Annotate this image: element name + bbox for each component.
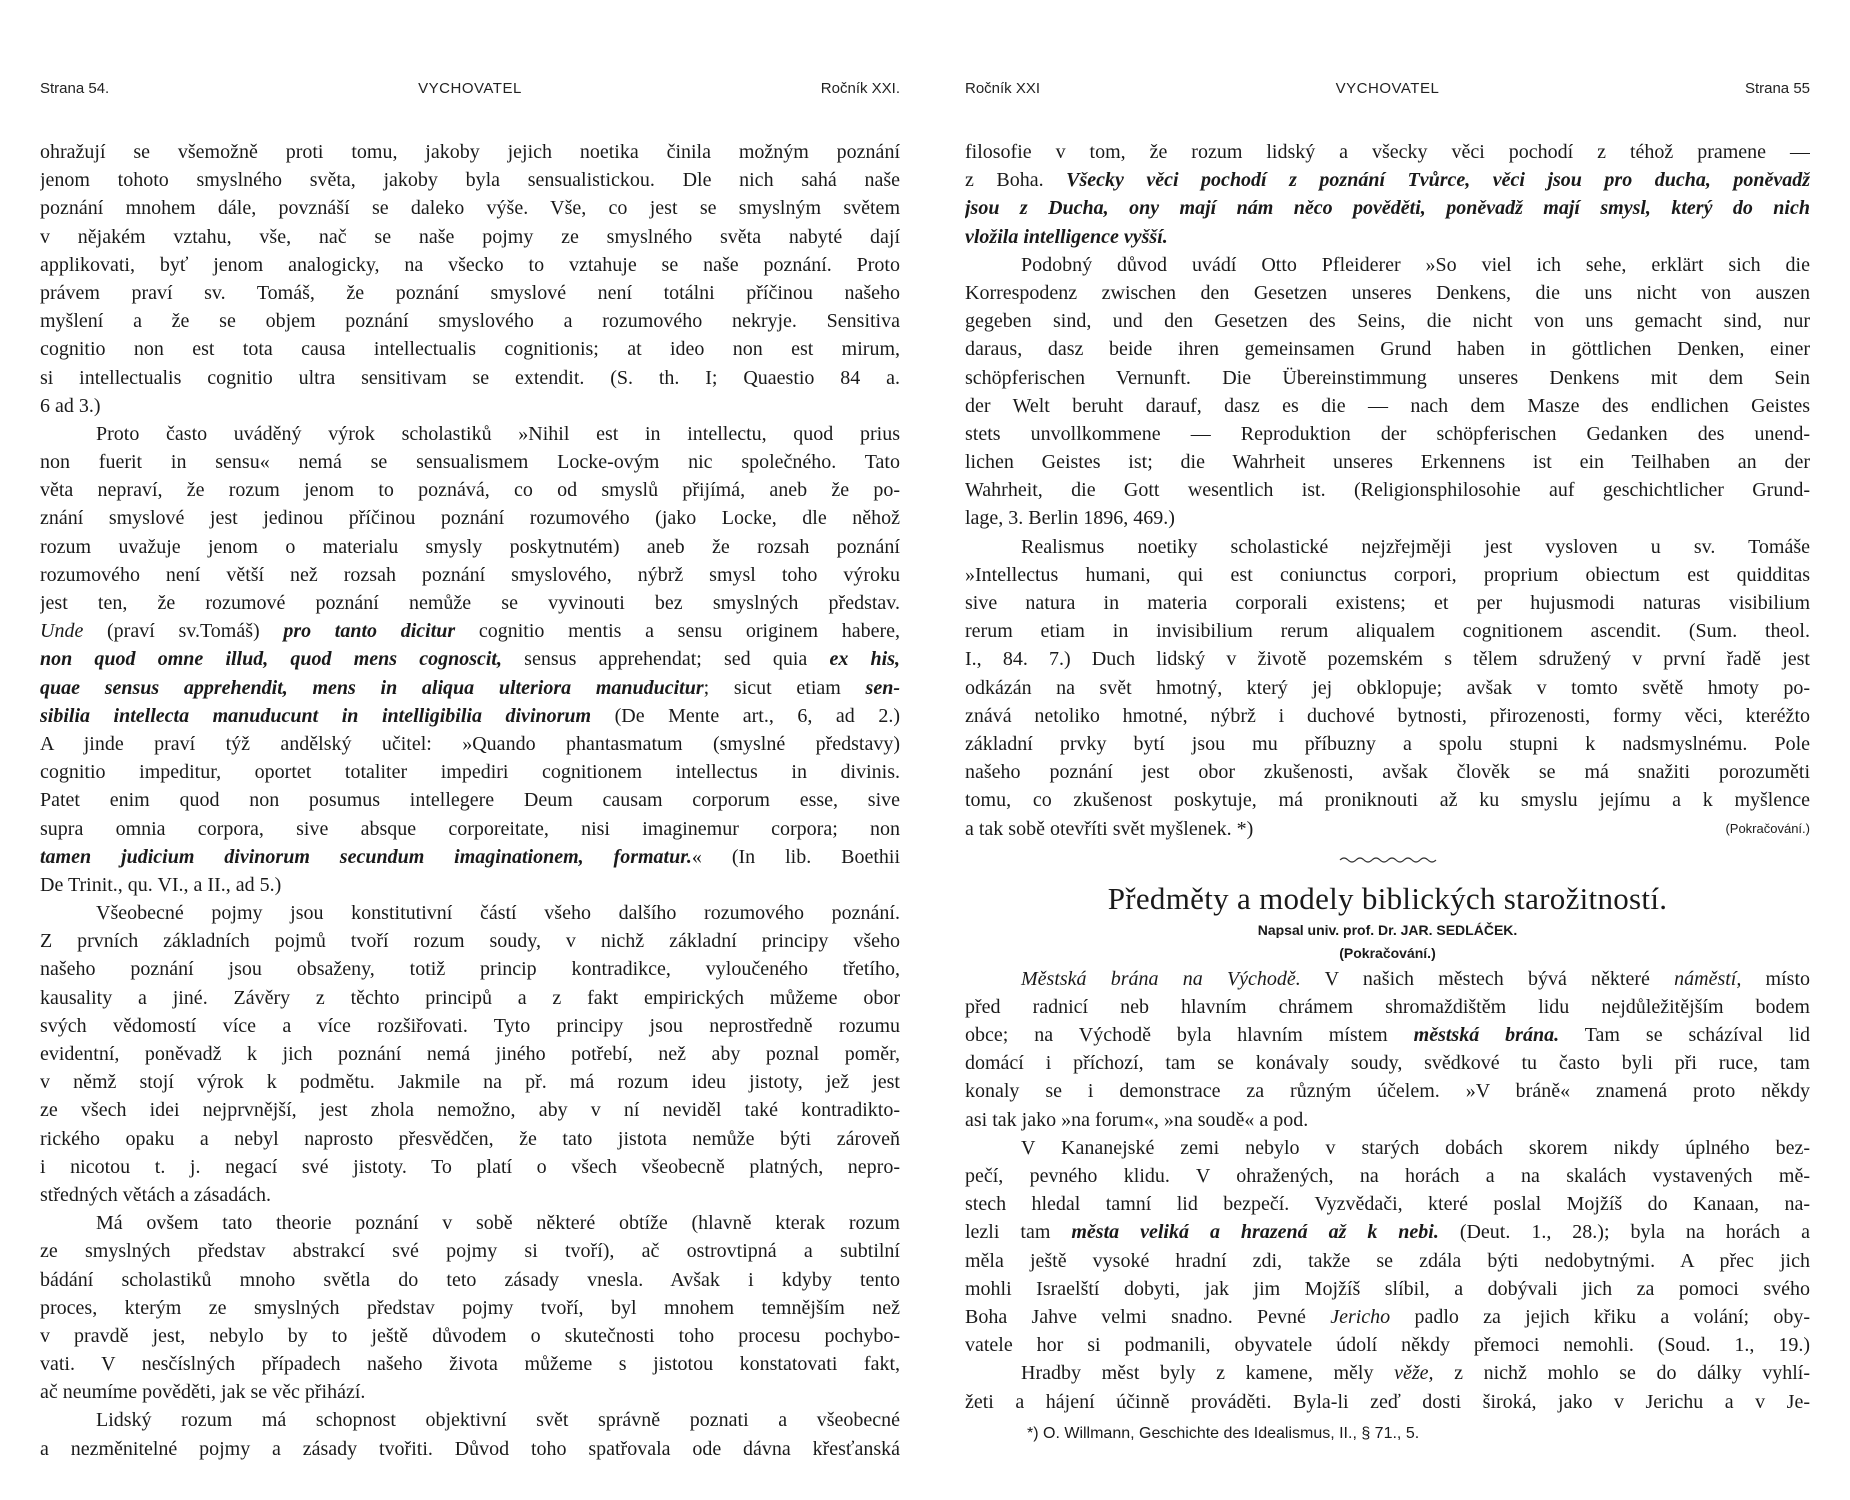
text-line: evidentní, poněvadž k jich poznání nemá jiného potřebí, než aby poznal poměr, (40, 1043, 900, 1065)
article-title: Předměty a modely biblických starožitností. (1107, 880, 1668, 916)
footnote: *) O. Willmann, Geschichte des Idealismus, II., § 71., 5. (1027, 1424, 1420, 1442)
journal-title: VYCHOVATEL (418, 80, 522, 97)
text-line: jenom tohoto smyslného světa, jakoby byla sensualistickou. Dle nich sahá naše (40, 169, 900, 192)
text-line: ohražují se všemožně proti tomu, jakoby jejich noetika činila možným poznání (40, 141, 900, 163)
section-divider (965, 847, 1810, 863)
text-segment: padlo za jejich křiku a volání; oby- (1390, 1305, 1810, 1328)
volume-label: Ročník XXI (965, 80, 1041, 97)
text-segment: Boha Jahve velmi snadno. Pevné (965, 1305, 1331, 1328)
text-line: rozum uvažuje jenom o materialu smysly poskytnutém) aneb že rozsah poznání (40, 535, 900, 558)
emphasized-text: města veliká a hrazená až k nebi. (1071, 1221, 1439, 1244)
text-line (965, 1359, 1810, 1387)
text-line: »Intellectus humani, qui est coniunctus corpori, proprium obiectum est quidditas (965, 563, 1810, 586)
text-segment: (Deut. 1., 28.); byla na horách a (1438, 1221, 1810, 1244)
text-line: V Kananejské zemi nebylo v starých dobách skorem nikdy úplného bez- (1021, 1136, 1810, 1159)
text-line: tomu, co zkušenost poskytuje, má proniknouti až ku smyslu jejímu a k myšlence (965, 789, 1810, 812)
text-segment: Hradby měst byly z kamene, měly (1021, 1362, 1395, 1385)
text-line: Podobný důvod uvádí Otto Pfleiderer »So viel ich sehe, erklärt sich die (1021, 253, 1810, 276)
continued-mark: (Pokračování.) (1725, 820, 1810, 836)
text-segment: (praví sv.Tomáš) (83, 620, 284, 643)
text-line: proces, kterým ze smyslných představ pojmy tvoří, byl mnohem temnějším než (40, 1296, 900, 1319)
text-line: právem praví sv. Tomáš, že poznání smyslové není totálni příčinou našeho (40, 281, 900, 304)
left-page (40, 0, 900, 1500)
emphasized-text: sen- (865, 676, 900, 699)
text-line: základní prvky bytí jsou mu příbuzny a spolu stupni k nadsmyslnému. Pole (965, 732, 1810, 755)
text-line (40, 843, 900, 871)
text-line: konaly se i demonstrace za různým účelem. »V bráně« znamená proto někdy (965, 1080, 1810, 1103)
text-line: Wahrheit, die Gott wesentlich ist. (Religionsphilosohie auf geschichtlicher Grund- (965, 479, 1810, 502)
text-segment: obce; na Východě byla hlavním místem (965, 1024, 1414, 1047)
text-line: cognitio non est tota causa intellectualis cognitionis; at ideo non est mirum, (40, 338, 900, 361)
text-line: 6 ad 3.) (40, 394, 101, 417)
text-line: vatele hor si podmanili, obyvatele údolí někdy přemoci nemohli. (Soud. 1., 19.) (965, 1334, 1810, 1357)
article-byline: Napsal univ. prof. Dr. JAR. SEDLÁČEK. (1257, 921, 1518, 938)
text-line: měla ještě vysoké hradní zdi, takže se zdála býti nedobytnými. A přec jich (965, 1249, 1810, 1272)
text-line: cognitio impeditur, oportet totaliter impediri cognitionem intellectus in divinis. (40, 761, 900, 784)
text-line (965, 1218, 1810, 1246)
text-segment: ; sicut etiam (703, 676, 866, 699)
text-line (965, 223, 1810, 251)
volume-label: Ročník XXI. (820, 80, 900, 97)
text-line: filosofie v tom, že rozum lidský a všecky věci pochodí z téhož pramene — (965, 141, 1810, 163)
text-line (965, 965, 1810, 993)
emphasized-text: sibilia intellecta manuducunt in intelligibilia divinorum (40, 704, 592, 727)
emphasized-text: Unde (40, 620, 84, 643)
text-line (40, 645, 900, 673)
right-page-header (965, 80, 1810, 102)
text-segment: cognitio mentis a sensu originem habere, (455, 620, 900, 643)
text-segment: sensus apprehendat; sed quia (502, 648, 830, 671)
text-line: v pravdě jest, nebylo by to ještě důvodem o skutečnosti toho procesu pochybo- (40, 1324, 900, 1347)
text-line: Patet enim quod non posumus intellegere Deum causam corporum esse, sive (40, 789, 900, 812)
text-line: Má ovšem tato theorie poznání v sobě některé obtíže (hlavně kterak rozum (96, 1212, 900, 1235)
text-line: stets unvollkommene — Reproduktion der schöpferischen Gedanken des unend- (965, 422, 1810, 445)
paragraph-line (965, 815, 1810, 843)
text-line (40, 617, 900, 645)
text-line (965, 1021, 1810, 1049)
emphasized-text: vložila intelligence vyšší. (965, 225, 1168, 248)
text-line (965, 194, 1810, 222)
emphasized-text: městská brána. (1413, 1024, 1560, 1047)
emphasized-text: ex his, (829, 648, 900, 671)
text-line: Z prvních základních pojmů tvoří rozum soudy, v nichž základní principy všeho (40, 930, 900, 953)
text-line: v němž stojí výrok k podmětu. Jakmile na př. má rozum ideu jistoty, jež jest (40, 1071, 900, 1094)
emphasized-text: pro tanto dicitur (283, 620, 456, 643)
right-page-text (965, 138, 1810, 1446)
text-line: našeho poznání jest obor zkušenosti, avšak člověk se má snažiti porozuměti (965, 761, 1810, 784)
left-page-header (40, 80, 900, 102)
emphasized-text: non quod omne illud, quod mens cognoscit, (40, 648, 502, 671)
left-page-text (40, 138, 900, 1463)
text-segment: lezli tam (965, 1221, 1072, 1244)
text-line: De Trinit., qu. VI., a II., ad 5.) (40, 873, 282, 896)
text-line: kausality a jiné. Závěry z těchto principů a z fakt empirických můžeme obor (40, 986, 900, 1009)
text-line: gegeben sind, und den Gesetzen des Seins, die nicht von uns gemacht sind, nur (965, 310, 1810, 333)
text-line: svých vědomostí více a více rozšiřovati. Tyto principy jsou neprostředně rozumu (40, 1014, 900, 1037)
emphasized-text: věže, (1394, 1362, 1434, 1385)
text-line: si intellectualis cognitio ultra sensitivam se extendit. (S. th. I; Quaestio 84 a. (40, 366, 900, 389)
text-line (40, 702, 900, 730)
text-line: ze smyslných představ abstrakcí své pojmy si tvoří), ač ostrovtipná a subtilní (40, 1240, 900, 1263)
text-line: A jinde praví týž andělský učitel: »Quando phantasmatum (smyslné představy) (40, 732, 900, 755)
text-line (965, 1303, 1810, 1331)
text-line: Lidský rozum má schopnost objektivní svět správně poznati a všeobecné (96, 1409, 900, 1432)
text-line: domácí i příchozí, tam se konávaly soudy, svědkové tu často byli při ruce, tam (965, 1052, 1810, 1075)
text-line: vati. V nesčíslných případech našeho života můžeme s jistotou konstatovati fakt, (40, 1353, 900, 1376)
text-segment: z Boha. (965, 169, 1067, 192)
text-line: žeti a hájení účinně prováděti. Byla-li zeď dosti široká, jako v Jerichu a v Je- (965, 1390, 1810, 1413)
text-line: znává netoliko hmotné, nýbrž i duchové bytnosti, přirozenosti, formy věci, kteréžto (965, 704, 1810, 727)
last-line-text: a tak sobě otevříti svět myšlenek. *) (965, 817, 1254, 840)
emphasized-text: Všecky věci pochodí z poznání Tvůrce, věci jsou pro ducha, poněvadž (1066, 169, 1810, 192)
text-segment: V našich městech bývá některé (1300, 967, 1675, 990)
text-line: applikovati, byť jenom analogicky, na všecko to vztahuje se naše poznání. Proto (40, 253, 900, 276)
text-segment: « (In lib. Boethii (691, 845, 900, 868)
text-line: jest ten, že rozumové poznání nemůže se vyvinouti bez smyslných představ. (40, 592, 900, 614)
text-line: der Welt beruht darauf, dasz es die — nach dem Masze des endlichen Geistes (965, 394, 1810, 417)
right-page (965, 0, 1810, 1500)
article-text (965, 965, 1810, 1416)
text-line: Korrespodenz zwischen den Gesetzen unseres Denkens, die uns nicht von auszen (965, 281, 1810, 304)
continued-article-text (965, 138, 1810, 815)
page-number: Strana 54. (40, 80, 110, 97)
text-line: věta nepraví, že rozum jenom to poznává, co od smyslů přijímá, aneb že po- (40, 479, 900, 502)
text-line: myšlení a že se objem poznání smyslového a rozumového nekryje. Sensitiva (40, 310, 900, 333)
text-line: bádání scholastiků mnoho světla do teto zásady vnesla. Avšak i kdyby tento (40, 1268, 900, 1291)
text-line: ze všech idei nejprvnější, jest zhola nemožno, aby v ní neviděl také kontradikto- (40, 1099, 900, 1122)
text-line: znání smyslové jest jedinou příčinou poznání rozumového (jako Locke, dle něhož (40, 507, 900, 530)
text-line: i nicotou t. j. negací své jistoty. To platí o všech všeobecně platných, nepro- (40, 1155, 900, 1178)
text-line: před radnicí neb hlavním chrámem shromaždištěm lidu nejdůležitějším bodem (965, 995, 1810, 1018)
text-line: odkázán na svět hmotný, který jej obklopuje; avšak v tomto světě hmoty po- (965, 676, 1810, 699)
emphasized-text: Městská brána na Východě. (1021, 967, 1301, 990)
journal-title: VYCHOVATEL (1335, 80, 1440, 97)
text-line: daraus, dasz beide ihren gemeinsamen Grund haben in göttlichen Denken, einer (965, 338, 1810, 361)
text-line: sive natura in materia corporali existens; et per hujusmodi naturas visibilium (965, 592, 1810, 614)
text-line: non fuerit in sensu« nemá se sensualismem Locke-ovým nic společného. Tato (40, 451, 900, 474)
text-line: a nezměnitelné pojmy a zásady tvořiti. Důvod toho spatřovala ode dávna křesťanská (40, 1437, 900, 1460)
text-line (965, 166, 1810, 194)
text-line: rerum etiam in invisibilium rerum aliqualem cognitionem ascendit. (Sum. theol. (965, 620, 1810, 643)
text-line: rického opaku a nebyl naprosto přesvědčen, že tato jistota nemůže býti zároveň (40, 1127, 900, 1150)
text-line: Proto často uváděný výrok scholastiků »Nihil est in intellectu, quod prius (96, 422, 900, 445)
text-line: poznání mnohem dále, povznáší se daleko výše. Vše, co jest se smyslným světem (40, 197, 900, 220)
page-number: Strana 55 (1744, 80, 1810, 97)
text-line: lage, 3. Berlin 1896, 469.) (965, 507, 1175, 530)
text-line: našeho poznání jsou obsaženy, totiž princip kontradikce, vyloučeného třetího, (40, 958, 900, 981)
text-line: Všeobecné pojmy jsou konstitutivní částí všeho dalšího rozumového poznání. (96, 902, 900, 925)
emphasized-text: Jericho (1330, 1305, 1391, 1328)
text-line: asi tak jako »na forum«, »na soudě« a pod. (965, 1108, 1309, 1131)
text-line: schöpferischen Vernunft. Die Übereinstimmung unseres Denkens mit dem Sein (965, 366, 1810, 389)
article-continued-label: (Pokračování.) (1339, 944, 1436, 961)
text-line: rozumového není větší než rozsah poznání smyslového, nýbrž smysl toho výroku (40, 563, 900, 586)
text-segment: (De Mente art., 6, ad 2.) (591, 704, 900, 727)
emphasized-text: jsou z Ducha, ony mají nám něco pověděti, poněvadž mají smysl, který do nich (965, 197, 1810, 220)
text-line: pečí, pevného klidu. V ohražených, na horách a na skalách vystavených mě- (965, 1165, 1810, 1187)
text-line: středných větách a zásadách. (40, 1183, 271, 1206)
text-line: stech hledal tamní lid bezpečí. Vyzvědači, které poslal Mojžíš do Kanaan, na- (965, 1193, 1810, 1216)
text-segment: místo (1741, 967, 1810, 990)
text-line: Realismus noetiky scholastické nejzřejměji jest vysloven u sv. Tomáše (1021, 535, 1810, 558)
text-line: I., 84. 7.) Duch lidský v životě pozemském s tělem sdružený v první řadě jest (965, 648, 1810, 671)
text-line (40, 674, 900, 702)
emphasized-text: tamen judicium divinorum secundum imaginationem, formatur. (40, 845, 692, 868)
text-line: mohli Israelští dobyti, jak jim Mojžíš slíbil, a dobývali jich za pomoci svého (965, 1277, 1810, 1300)
emphasized-text: quae sensus apprehendit, mens in aliqua ulteriora manuducitur (40, 676, 704, 699)
text-line: supra omnia corpora, sive absque corporeitate, nisi imaginemur corpora; non (40, 817, 900, 840)
text-segment: z nichž mohlo se do dálky vyhlí- (1433, 1362, 1810, 1385)
wave-ornament-icon (1338, 853, 1438, 867)
text-segment: Tam se scházíval lid (1559, 1024, 1810, 1047)
emphasized-text: náměstí, (1674, 967, 1742, 990)
text-line: v nějakém vztahu, vše, nač se naše pojmy ze smyslného světa nabyté dají (40, 225, 900, 248)
text-line: ač neumíme pověděti, jak se věc přihází. (40, 1381, 366, 1404)
text-line: lichen Geistes ist; die Wahrheit unseres Erkennens ist ein Teilhaben an der (965, 451, 1810, 474)
